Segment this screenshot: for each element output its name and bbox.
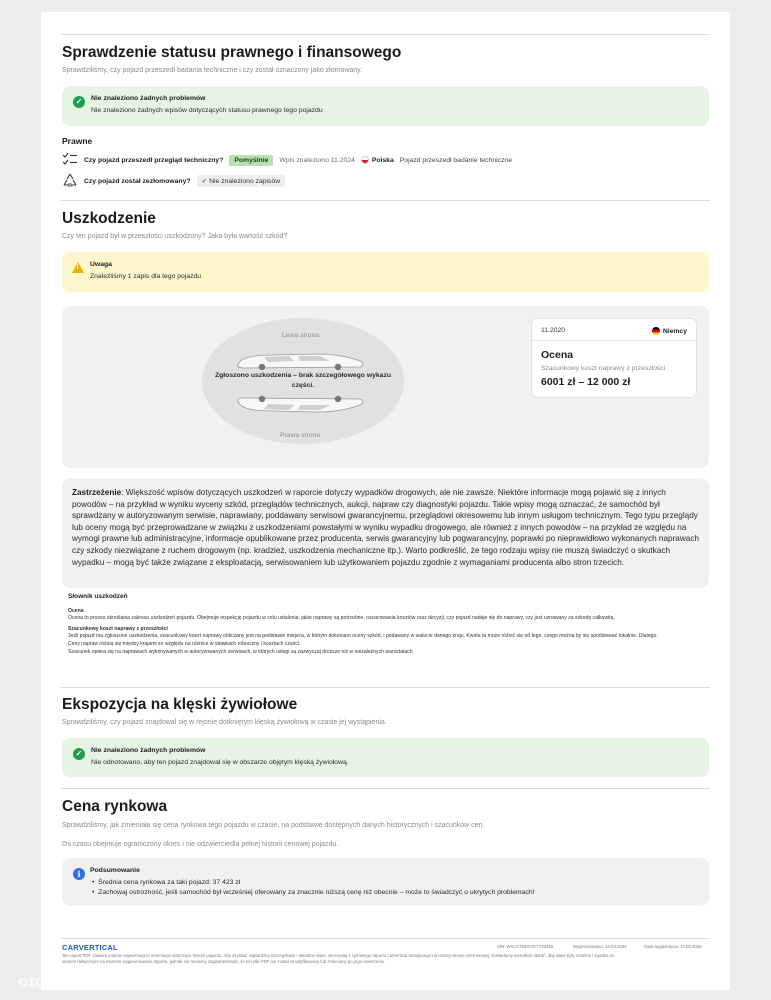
record-date: 11.2020 <box>541 327 566 334</box>
checklist-icon <box>62 152 78 168</box>
glossary-title: Słownik uszkodzeń <box>68 593 128 600</box>
market-summary-title: Podsumowanie <box>90 867 140 874</box>
germany-flag-icon <box>652 327 660 335</box>
poland-flag-icon <box>361 156 369 164</box>
market-bullet: • Średnia cena rynkowa za taki pojazd: 37 423 zł <box>92 879 241 886</box>
check-icon: ✓ <box>73 96 85 108</box>
divider <box>61 938 710 939</box>
inspection-row <box>62 152 512 168</box>
market-subtitle-2: Oś czasu obejmuje ograniczony okres i nie odzwierciedla pełnej historii cenowej pojazdu. <box>62 841 339 848</box>
legal-status-box <box>62 86 709 126</box>
car-left-outline-icon <box>234 351 368 371</box>
disaster-subtitle: Sprawdziliśmy, czy pojazd znajdował się w rejonie dotkniętym klęską żywiołową w czasie jej wystąpienia. <box>62 719 387 726</box>
inspection-note: Pojazd przeszedł badanie techniczne <box>399 156 512 164</box>
damage-title: Uszkodzenie <box>62 210 156 227</box>
damage-warning-title: Uwaga <box>90 261 112 268</box>
divider <box>61 34 710 35</box>
damage-diagram-note: Zgłoszono uszkodzenia – brak szczegółowego wykazu części. <box>215 372 391 389</box>
legal-subtitle: Sprawdziliśmy, czy pojazd przeszedł badania techniczne i czy został oznaczony jako złomowany. <box>62 67 363 74</box>
carvertical-logo: CARVERTICAL <box>62 943 118 952</box>
car-right-outline-icon <box>234 395 368 415</box>
damage-warning-box: ! Uwaga Znaleźliśmy 1 zapis dla tego pojazdu <box>62 252 709 292</box>
record-country: Niemcy <box>652 327 687 335</box>
record-title: Ocena <box>541 349 574 361</box>
divider <box>61 788 710 789</box>
inspection-question: Czy pojazd przeszedł przegląd techniczny? <box>84 156 224 164</box>
record-value: 6001 zł – 12 000 zł <box>541 376 631 388</box>
inspection-badge: Pomyślnie <box>229 155 273 166</box>
recycle-icon <box>62 173 78 189</box>
scrapped-row <box>62 173 285 189</box>
inspection-country: Polska <box>371 156 394 164</box>
disaster-status-text: Nie odnotowano, aby ten pojazd znajdował się w obszarze objętym klęską żywiołową. <box>91 759 349 766</box>
scrapped-question: Czy pojazd został zezłomowany? <box>84 177 191 185</box>
footer-note: stanem faktycznym na moment wygenerowania raportu, jednak nie możemy zagwarantować, że ten plik PDF nie został zmodyfikowany lub zmieniony po jego utworzeniu. <box>62 959 386 964</box>
damage-glossary <box>68 593 708 656</box>
disaster-title: Ekspozycja na klęski żywiołowe <box>62 696 298 713</box>
glossary-def-koszt-line: Ceny napraw różnią się między krajami ze względu na różnice w stawkach robocizny i kosztach części. <box>68 640 301 647</box>
damage-warning-text: Znaleźliśmy 1 zapis dla tego pojazdu <box>90 273 202 280</box>
damage-record-card <box>531 318 697 398</box>
disaster-status-box <box>62 738 709 777</box>
scrapped-badge: ✓ Nie znaleziono zapisów <box>197 175 286 187</box>
disaster-status-title: Nie znaleziono żadnych problemów <box>91 747 206 754</box>
footer-note: Ten raport PDF zawiera jedynie najważniejsze informacje dotyczące historii pojazdu. Aby uzyskać najbardziej szczegółowe i aktualne dane, skorzystaj z cyfrowego raportu carVertical dostępnego na naszej stronie internetowej. Dokładamy wszelkich starań, aby dane były rzetelne i zgodne ze <box>62 953 615 958</box>
inspection-entry: Wpis znaleziono 11.2024 <box>279 156 355 164</box>
damage-disclaimer: Zastrzeżenie: Większość wpisów dotyczących uszkodzeń w raporcie dotyczy wypadków drogowych, ale nie zawsze. Niektóre informacje mogą pojawić się z innych powodów – na przykład w wyniku wyceny szkód, przeglądów technicznych, aukcji, napraw czy diagnostyki pojazdu. Takie wpisy mogą oznaczać, że samochód był sprawdzany w autoryzowanym serwisie, naprawiany, poddawany serwisowi gwarancyjnemu, przeglądowi okresowemu lub innym usługom technicznym. Tego typu przeglądy lub oceny mogą być przeprowadzane w związku z uszkodzeniami powstałymi w wyniku wypadku drogowego, ale również z innych powodów – na przykład ze względu na wymogi prawne lub administracyjne, informacje opublikowane przez producenta, serwis gwarancyjny lub pogwarancyjny, poprawki po nieprawidłowo wykonanych naprawach czy szkody niezwiązane z ruchem drogowym (np. kradzież, uszkodzenia mechaniczne itp.). Warto podkreślić, że tego rodzaju wpisy nie muszą świadczyć o skutkach wypadku – mogą być także związane z eksploatacją, serwisowaniem lub użytkowaniem pojazdu zgodnie z wymaganiami producenta albo stron trzecich. <box>62 478 709 588</box>
report-page <box>41 12 730 990</box>
record-label: Szacunkowy koszt naprawy z przeszłości <box>541 365 666 372</box>
footer-generated: Wygenerowano: 14.04.2026 <box>573 944 627 949</box>
market-bullet: • Zachowaj ostrożność, jeśli samochód był wcześniej oferowany za znacznie niższą cenę niż obecnie – może to świadczyć o ukrytych problemach! <box>92 889 535 896</box>
legal-section-label: Prawne <box>62 136 93 146</box>
market-summary-box <box>62 858 709 906</box>
damage-diagram-area <box>62 306 709 468</box>
glossary-def-ocena: Ocena to proces określania zakresu uszkodzeń pojazdu. Obejmuje inspekcję pojazdu w celu ustalenia, jakie naprawy są potrzebne, oszacowania kosztów oraz decyzji, czy pojazd nadaje się do naprawy, czy jest uznawany za szkodę całkowitą. <box>68 615 615 622</box>
info-icon: i <box>73 868 85 880</box>
legal-title: Sprawdzenie statusu prawnego i finansowego <box>62 44 402 61</box>
check-icon: ✓ <box>73 748 85 760</box>
damage-subtitle: Czy ten pojazd był w przeszłości uszkodzony? Jaka była wartość szkód? <box>62 233 288 240</box>
left-side-label: Lewa strona <box>282 332 320 339</box>
glossary-def-koszt: Jeśli pojazd ma zgłoszone uszkodzenia, szacunkowy koszt naprawy obliczany jest na podstawie miejsca, w którym dokonano oceny szkód, i podawany w walucie danego kraju. Kwota ta może różnić się od tego, czego można by się spodziewać lokalnie. Dlatego: <box>68 633 658 640</box>
divider <box>61 200 710 201</box>
otomoto-watermark: otomoto <box>18 972 90 991</box>
footer-expires: Data wygaśnięcia: 14.05.2026 <box>644 944 702 949</box>
glossary-term-ocena: Ocena <box>68 607 84 614</box>
glossary-term-koszt: Szacunkowy koszt naprawy z przeszłości <box>68 625 168 632</box>
legal-status-title: Nie znaleziono żadnych problemów <box>91 95 206 102</box>
legal-status-text: Nie znaleziono żadnych wpisów dotyczących statusu prawnego tego pojazdu <box>91 107 323 114</box>
divider <box>61 687 710 688</box>
footer-vin: VIN: WSLGTBENTETT93255 <box>497 944 554 949</box>
glossary-def-koszt-line: Szacunek opiera się na naprawach wykonywanych w autoryzowanych serwisach, w których usługi są zazwyczaj droższe niż w niezależnych warsztatach. <box>68 648 414 655</box>
market-subtitle: Sprawdziliśmy, jak zmieniała się cena rynkowa tego pojazdu w czasie, na podstawie dostępnych danych historycznych i szacunków cen. <box>62 822 485 829</box>
right-side-label: Prawa strona <box>280 432 321 439</box>
market-title: Cena rynkowa <box>62 798 168 815</box>
